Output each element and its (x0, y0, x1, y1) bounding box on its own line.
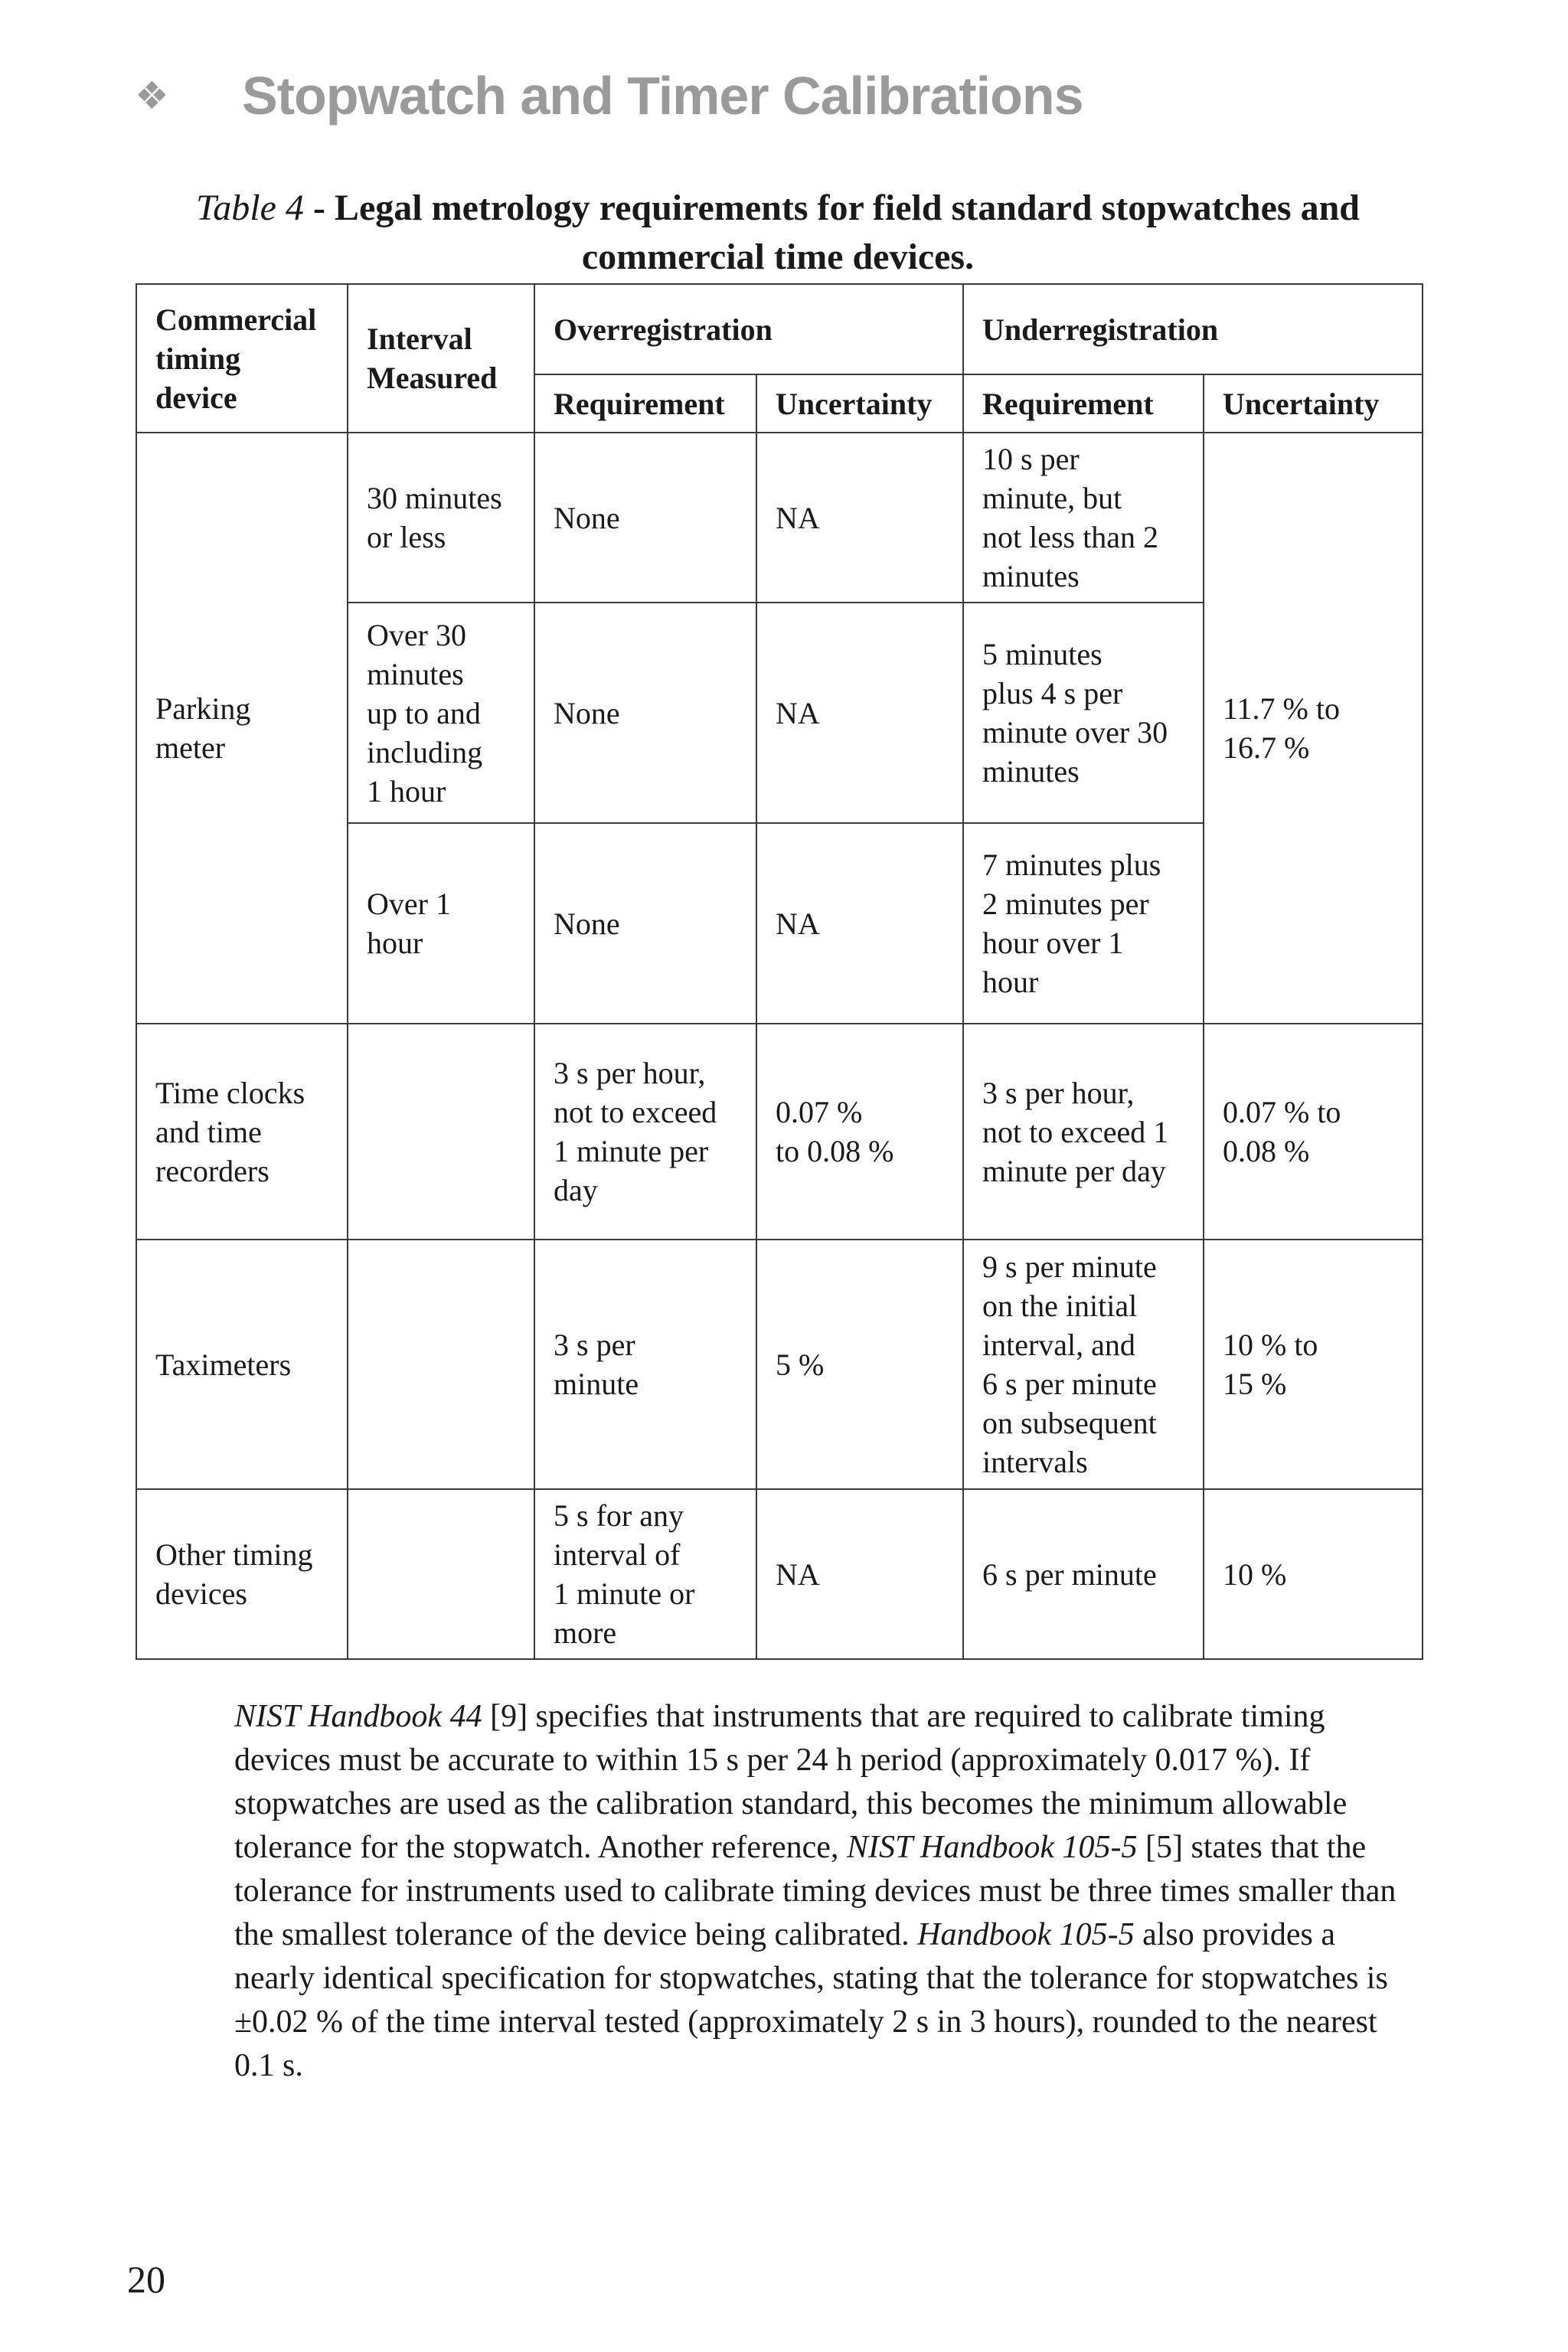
cell-over-requirement: None (534, 433, 756, 603)
table-row (136, 1489, 1423, 1659)
header-under-uncertainty: Uncertainty (1204, 374, 1423, 433)
body-paragraph (234, 1695, 1398, 2088)
table-row (136, 1024, 1423, 1240)
cell-over-requirement: 5 s for any interval of 1 minute or more (534, 1489, 756, 1659)
cell-under-uncertainty: 10 % to 15 % (1204, 1240, 1423, 1489)
table-caption-text: - Legal metrology requirements for field standard stopwatches and commercial time devices. (303, 188, 1360, 277)
cell-over-uncertainty: NA (756, 433, 963, 603)
cell-interval (348, 1024, 534, 1240)
cell-over-requirement: 3 s per minute (534, 1240, 756, 1489)
cell-over-uncertainty: NA (756, 1489, 963, 1659)
cell-device: Other timing devices (136, 1489, 348, 1659)
cell-over-uncertainty: NA (756, 823, 963, 1024)
cell-device: Time clocks and time recorders (136, 1024, 348, 1240)
cell-over-uncertainty: 0.07 % to 0.08 % (756, 1024, 963, 1240)
table-caption-label: Table 4 (196, 188, 304, 228)
reference-title: NIST Handbook 105-5 (846, 1830, 1138, 1865)
cell-device: Taximeters (136, 1240, 348, 1489)
cell-under-requirement: 10 s per minute, but not less than 2 minutes (963, 433, 1204, 603)
reference-title: NIST Handbook 44 (234, 1699, 482, 1734)
four-diamond-ornament-icon: ❖ (135, 74, 169, 118)
cell-over-requirement: None (534, 823, 756, 1024)
running-header (135, 61, 1083, 130)
paragraph-text: [5] states that the tolerance for instruments used to calibrate timing devices must be three times smaller than the smallest tolerance of the device being calibrated. (234, 1830, 1396, 1952)
cell-under-uncertainty: 11.7 % to 16.7 % (1204, 433, 1423, 1024)
cell-interval: Over 30 minutes up to and including 1 hour (348, 603, 534, 823)
legal-metrology-requirements-table (136, 283, 1423, 1660)
page-number: 20 (127, 2258, 165, 2301)
cell-interval: Over 1 hour (348, 823, 534, 1024)
cell-under-uncertainty: 10 % (1204, 1489, 1423, 1659)
cell-over-requirement: None (534, 603, 756, 823)
chapter-title: Stopwatch and Timer Calibrations (242, 66, 1083, 126)
reference-title: Handbook 105-5 (917, 1917, 1135, 1952)
header-underregistration: Underregistration (963, 284, 1423, 374)
cell-under-requirement: 3 s per hour, not to exceed 1 minute per day (963, 1024, 1204, 1240)
cell-under-requirement: 5 minutes plus 4 s per minute over 30 minutes (963, 603, 1204, 823)
header-over-uncertainty: Uncertainty (756, 374, 963, 433)
cell-under-uncertainty: 0.07 % to 0.08 % (1204, 1024, 1423, 1240)
header-over-requirement: Requirement (534, 374, 756, 433)
table-row (136, 433, 1423, 603)
header-commercial-timing-device: Commercial timing device (136, 284, 348, 433)
cell-over-requirement: 3 s per hour, not to exceed 1 minute per day (534, 1024, 756, 1240)
cell-interval (348, 1489, 534, 1659)
cell-over-uncertainty: NA (756, 603, 963, 823)
cell-over-uncertainty: 5 % (756, 1240, 963, 1489)
table-header-row (136, 284, 1423, 374)
cell-under-requirement: 6 s per minute (963, 1489, 1204, 1659)
cell-interval: 30 minutes or less (348, 433, 534, 603)
table-row (136, 1240, 1423, 1489)
cell-under-requirement: 9 s per minute on the initial interval, and 6 s per minute on subsequent intervals (963, 1240, 1204, 1489)
header-overregistration: Overregistration (534, 284, 963, 374)
header-under-requirement: Requirement (963, 374, 1204, 433)
cell-interval (348, 1240, 534, 1489)
paragraph-text: [9] specifies that instruments that are required to calibrate timing devices must be accurate to within 15 s per 24 h period (approximately 0.017 %). If stopwatches are used as the calibration standard, this becomes the minimum allowable tolerance for the stopwatch. Another reference, (234, 1699, 1348, 1865)
table-caption (135, 184, 1421, 282)
paragraph-text: also provides a nearly identical specification for stopwatches, stating that the tolerance for stopwatches is ±0.02 % of the time interval tested (approximately 2 s in 3 hours), rounded to the nearest 0.1 s. (234, 1917, 1388, 2083)
cell-device-parking-meter: Parking meter (136, 433, 348, 1024)
header-interval-measured: Interval Measured (348, 284, 534, 433)
cell-under-requirement: 7 minutes plus 2 minutes per hour over 1 hour (963, 823, 1204, 1024)
